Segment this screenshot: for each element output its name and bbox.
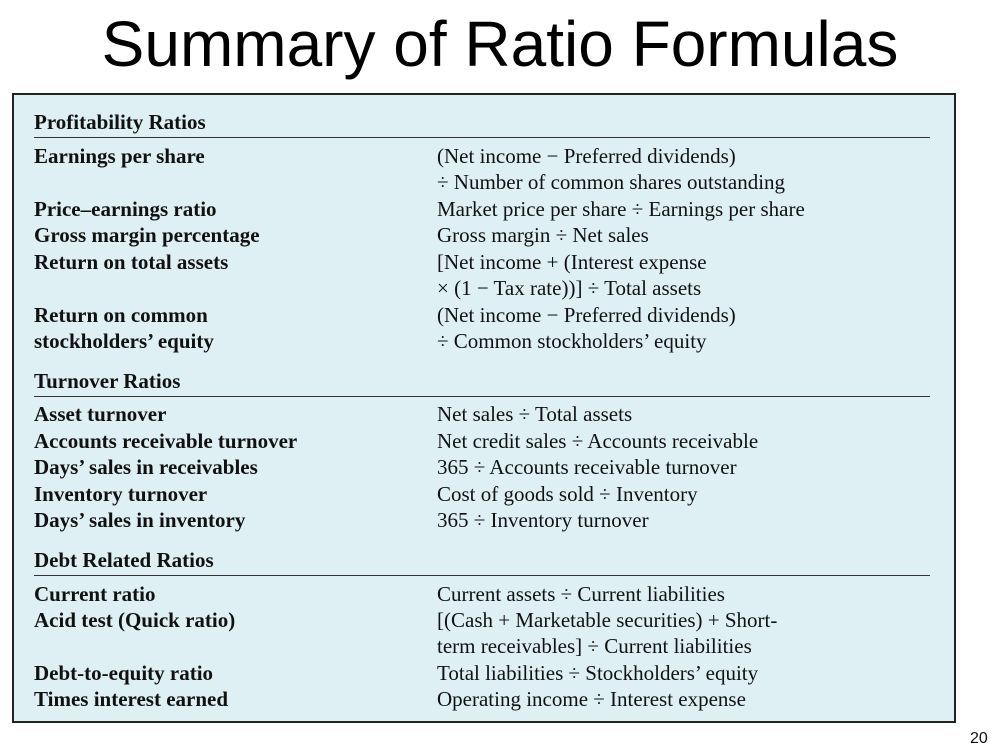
formula-inventory-turnover: Cost of goods sold ÷ Inventory (437, 482, 698, 506)
term-days-sales-receivables: Days’ sales in receivables (34, 455, 258, 479)
section-title-profitability: Profitability Ratios (34, 110, 206, 134)
section-title-debt: Debt Related Ratios (34, 548, 214, 572)
term-times-interest-earned: Times interest earned (34, 687, 229, 711)
formula-return-on-equity: (Net income − Preferred dividends) (437, 303, 736, 327)
ratio-formulas-table (12, 93, 956, 723)
term-gross-margin: Gross margin percentage (34, 223, 260, 247)
formula-quick-ratio-cont: term receivables] ÷ Current liabilities (437, 634, 752, 658)
section-title-turnover: Turnover Ratios (34, 369, 181, 393)
term-days-sales-inventory: Days’ sales in inventory (34, 508, 246, 532)
term-return-on-equity-cont: stockholders’ equity (34, 329, 214, 353)
term-current-ratio: Current ratio (34, 582, 156, 606)
formula-earnings-per-share-cont: ÷ Number of common shares outstanding (437, 170, 786, 194)
term-inventory-turnover: Inventory turnover (34, 482, 208, 506)
section-divider (34, 575, 930, 576)
page-number: 20 (970, 730, 988, 747)
formula-return-on-total-assets: [Net income + (Interest expense (437, 250, 707, 274)
term-accounts-receivable-turnover: Accounts receivable turnover (34, 429, 298, 453)
term-return-on-total-assets: Return on total assets (34, 250, 229, 274)
formula-times-interest-earned: Operating income ÷ Interest expense (437, 687, 746, 711)
formula-accounts-receivable-turnover: Net credit sales ÷ Accounts receivable (437, 429, 759, 453)
formula-return-on-total-assets-cont: × (1 − Tax rate))] ÷ Total assets (437, 276, 702, 300)
formula-quick-ratio: [(Cash + Marketable securities) + Short- (437, 608, 778, 632)
term-asset-turnover: Asset turnover (34, 402, 167, 426)
formula-current-ratio: Current assets ÷ Current liabilities (437, 582, 725, 606)
formula-earnings-per-share: (Net income − Preferred dividends) (437, 144, 736, 168)
formula-price-earnings: Market price per share ÷ Earnings per share (437, 197, 805, 221)
formula-asset-turnover: Net sales ÷ Total assets (437, 402, 633, 426)
section-divider (34, 137, 930, 138)
formula-days-sales-inventory: 365 ÷ Inventory turnover (437, 508, 649, 532)
section-divider (34, 396, 930, 397)
formula-days-sales-receivables: 365 ÷ Accounts receivable turnover (437, 455, 737, 479)
formula-gross-margin: Gross margin ÷ Net sales (437, 223, 649, 247)
term-earnings-per-share: Earnings per share (34, 144, 205, 168)
formula-return-on-equity-cont: ÷ Common stockholders’ equity (437, 329, 707, 353)
term-price-earnings: Price–earnings ratio (34, 197, 217, 221)
term-return-on-equity: Return on common (34, 303, 208, 327)
term-quick-ratio: Acid test (Quick ratio) (34, 608, 236, 632)
page-title: Summary of Ratio Formulas (101, 8, 899, 80)
term-debt-to-equity: Debt-to-equity ratio (34, 661, 214, 685)
formula-debt-to-equity: Total liabilities ÷ Stockholders’ equity (437, 661, 759, 685)
